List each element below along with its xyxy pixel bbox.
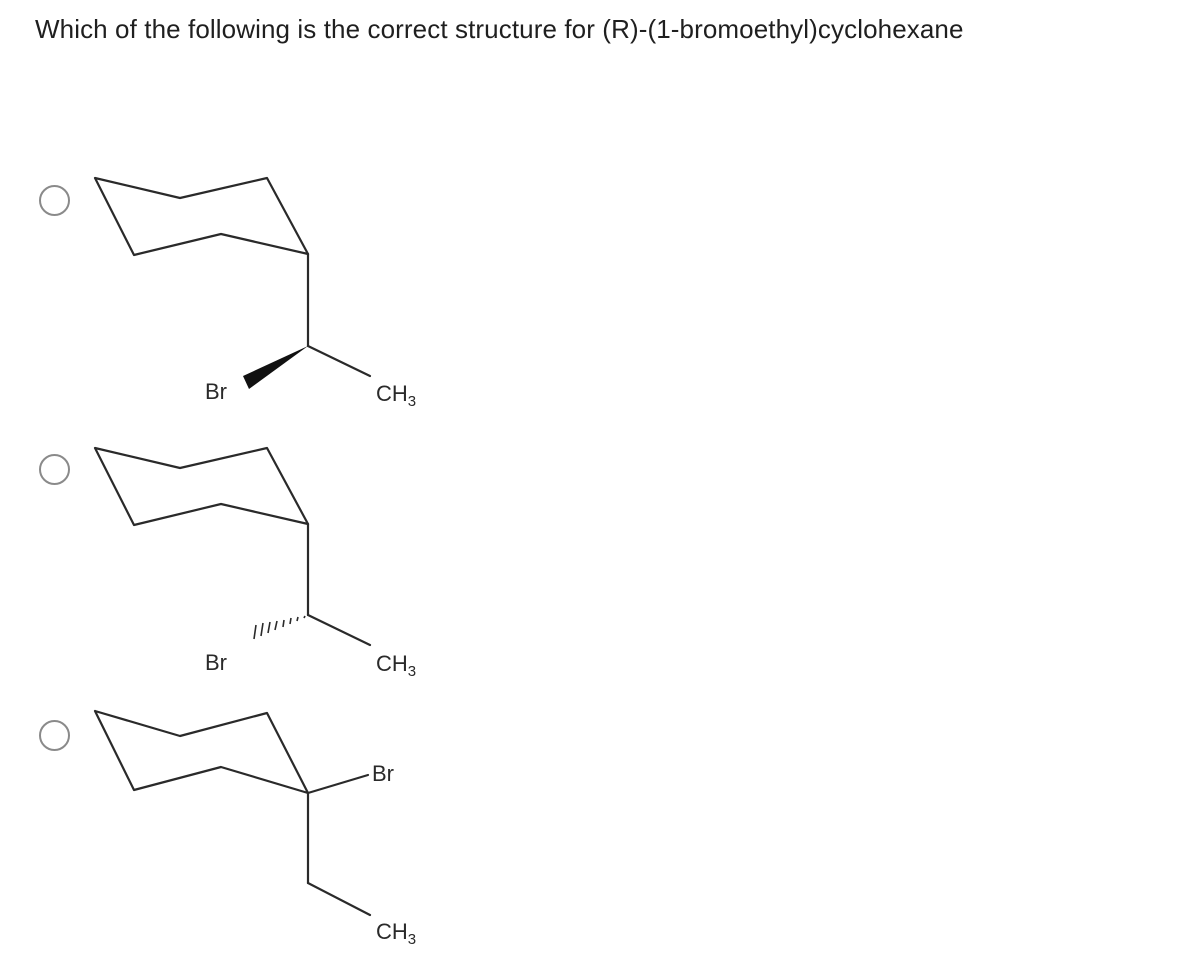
answer-option-a[interactable] <box>0 170 600 430</box>
answer-option-b[interactable] <box>0 440 600 690</box>
wedge-bond <box>243 346 308 389</box>
molecule-structure-option-c <box>80 705 440 970</box>
methyl-label: $CH_3$ <box>376 651 417 680</box>
question-text: Which of the following is the correct structure for (R)-(1-bromoethyl)cyclohexane <box>35 14 964 44</box>
hash-bond <box>254 616 305 639</box>
cyclohexane-ring <box>95 178 308 255</box>
bromine-label: Br <box>372 761 394 786</box>
radio-button-option-b[interactable] <box>39 454 70 485</box>
bromine-label: Br <box>205 379 227 404</box>
radio-button-option-c[interactable] <box>39 720 70 751</box>
bromine-label: Br <box>205 650 227 675</box>
answer-option-c[interactable] <box>0 705 600 970</box>
methyl-bond <box>308 346 370 376</box>
molecule-structure-option-b <box>80 440 440 690</box>
methyl-label: $CH_3$ <box>376 919 417 948</box>
cyclohexane-ring <box>95 448 308 525</box>
bromine-bond <box>308 775 368 793</box>
radio-button-option-a[interactable] <box>39 185 70 216</box>
molecule-structure-option-a <box>80 170 440 430</box>
methyl-label: $CH_3$ <box>376 381 417 410</box>
methyl-bond <box>308 883 370 915</box>
cyclohexane-ring <box>95 711 308 793</box>
methyl-bond <box>308 615 370 645</box>
